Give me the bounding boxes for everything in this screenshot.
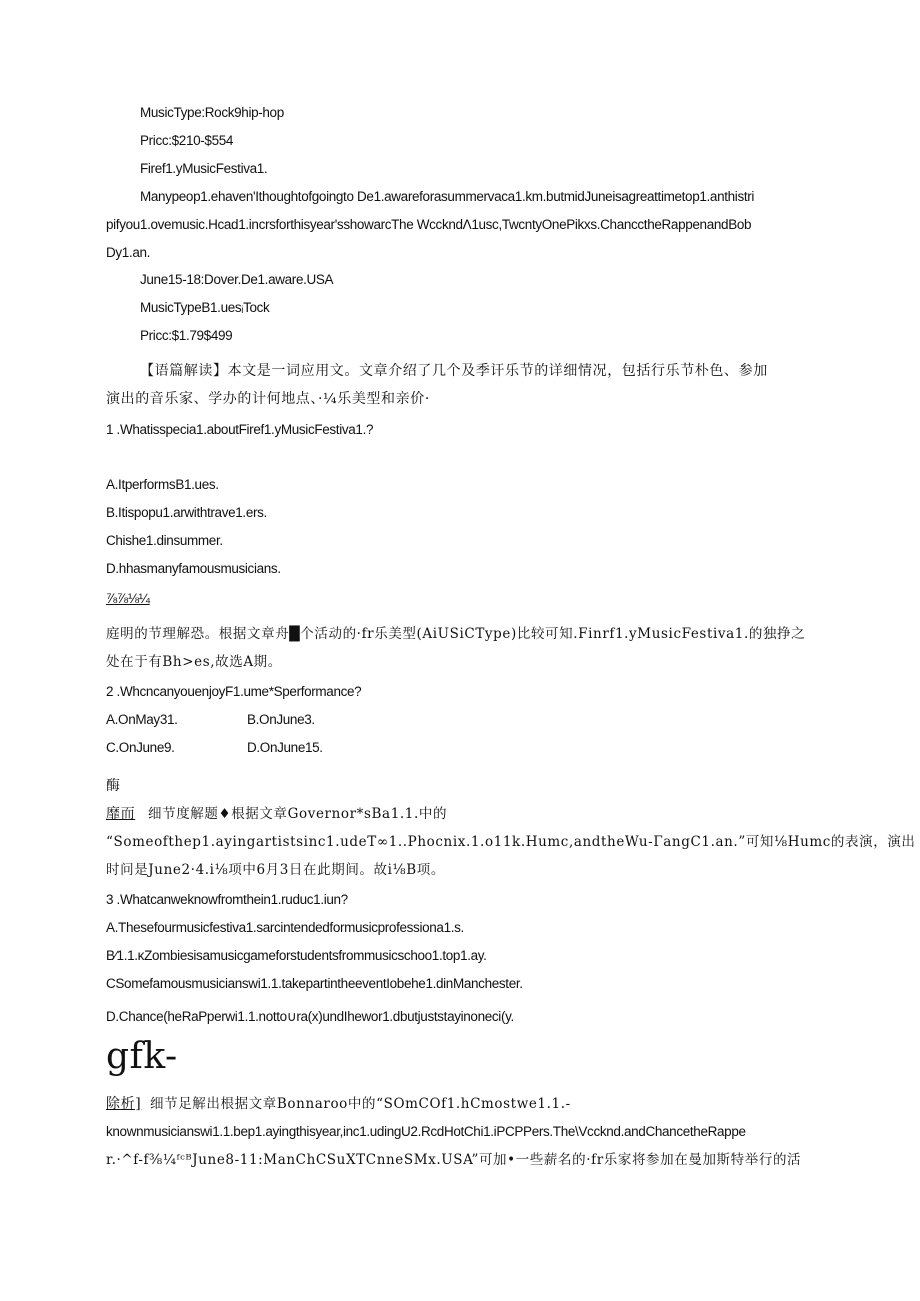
question-2-stem: 2 .WhcncanyouenjoyF1.ume*Sperformance? [106,684,362,699]
question-2-answer-mark: 酶 [106,778,121,794]
music-type-line-2: MusicTypeB1.uesᵢTock [140,300,270,315]
question-2-option-a: A.OnMay31. [106,712,178,727]
analysis-line-1: 【语篇解读】本文是一词应用文。文章介绍了几个及季讦乐节的详细情况，包括行乐节朴色、参加 [140,363,768,379]
price-line-2: Pricc:$1.79$499 [140,328,233,343]
question-2-option-b: B.OnJune3. [247,712,315,727]
question-2-option-c: C.OnJune9. [106,740,175,755]
question-3-option-d: D.Chance(heRaPperwi1.1.notto∪ra(x)undIhewor1.dbutjuststayinoneci(y. [106,1009,514,1024]
question-1-answer-mark: ⅞⅞⅛¼ [106,591,150,606]
festival-name: Firef1.yMusicFestiva1. [140,161,268,176]
paragraph-line-2: pifyou1.ovemusic.Hcad1.incrsforthisyear'sshowarcThe WcckndΛ1usc,TwcntyOnePikxs.ChancctheRappenandBob [106,217,752,232]
question-3-stem: 3 .Whatcanweknowfromthein1.ruduc1.iun? [106,892,348,907]
question-3-option-b: B∕1.1.κZombiesisamusicgameforstudentsfrommusicschoo1.top1.ay. [106,948,487,963]
question-2-option-d: D.OnJune15. [247,740,323,755]
music-type-line-1: MusicType:Rock9hip-hop [140,105,284,120]
paragraph-line-3: Dy1.an. [106,245,151,260]
question-1-stem: 1 .Whatisspecia1.aboutFiref1.yMusicFestiva1.? [106,422,374,437]
question-2-explanation-line-1: 细节度解题♦根据文章Governor*sBa1.1.中的 [148,806,448,822]
question-2-explanation-label: 靡而 [106,806,136,822]
question-3-explanation-line-3: r.·^f-f⅜¼ᶠᶜᴮJune8-11:ManChCSuXTCnneSMx.USA”可加•一些薪名的·fr乐家将参加在曼加斯特举行的活 [106,1152,802,1168]
question-1-option-d: D.hhasmanyfamousmusicians. [106,561,281,576]
question-2-explanation-line-3: 时问是June2·4.i⅛项中6月3日在此期间。故i⅛B项。 [106,862,445,878]
question-1-option-c: Chishe1.dinsummer. [106,533,223,548]
price-line-1: Pricc:$210-$554 [140,133,234,148]
question-1-explanation-line-1: 庭明的节理解恐。根据文章舟█个活动的·fr乐美型(AiUSiCType)比较可知.Finrf1.yMusicFestiva1.的独挣之 [106,626,806,642]
question-3-option-c: CSomefamousmusicianswi1.1.takepartintheeventIobehe1.dinManchester. [106,976,523,991]
paragraph-line-1: Manypeop1.ehaven'Ithoughtofgoingto De1.awareforasummervaca1.km.butmidJuneisagreattimetop1.anthistri [140,189,755,204]
dates-location-line: June15-18:Dover.De1.aware.USA [140,272,334,287]
question-3-answer-mark: gfk- [106,1036,178,1077]
question-3-explanation-line-2: knownmusicianswi1.1.bep1.ayingthisyear,inc1.udingU2.RcdHotChi1.iPCPPers.The\Vccknd.andChancetheRappe [106,1124,746,1139]
question-3-explanation-label: 除析] [106,1096,142,1112]
analysis-line-2: 演出的音乐家、学办的计何地点、·¼乐美型和亲价· [106,391,430,407]
question-1-explanation-line-2: 处在于有Bh>es,故选A期。 [106,654,282,670]
question-2-explanation-line-2: “Someofthep1.ayingartistsinc1.udeT∞1..Phocnix.1.o11k.Humc,andtheWu-ΓangC1.an.”可知⅛Humc的表演，演出 [106,834,916,850]
question-1-option-b: B.Itispopu1.arwithtrave1.ers. [106,505,267,520]
question-3-explanation-line-1: 细节足解出根据文章Bonnaroo中的“SOmCOf1.hCmostwe1.1.- [150,1096,571,1112]
question-3-option-a: A.Thesefourmusicfestiva1.sarcintendedformusicprofessiona1.s. [106,920,464,935]
question-1-option-a: A.ItperformsB1.ues. [106,477,219,492]
